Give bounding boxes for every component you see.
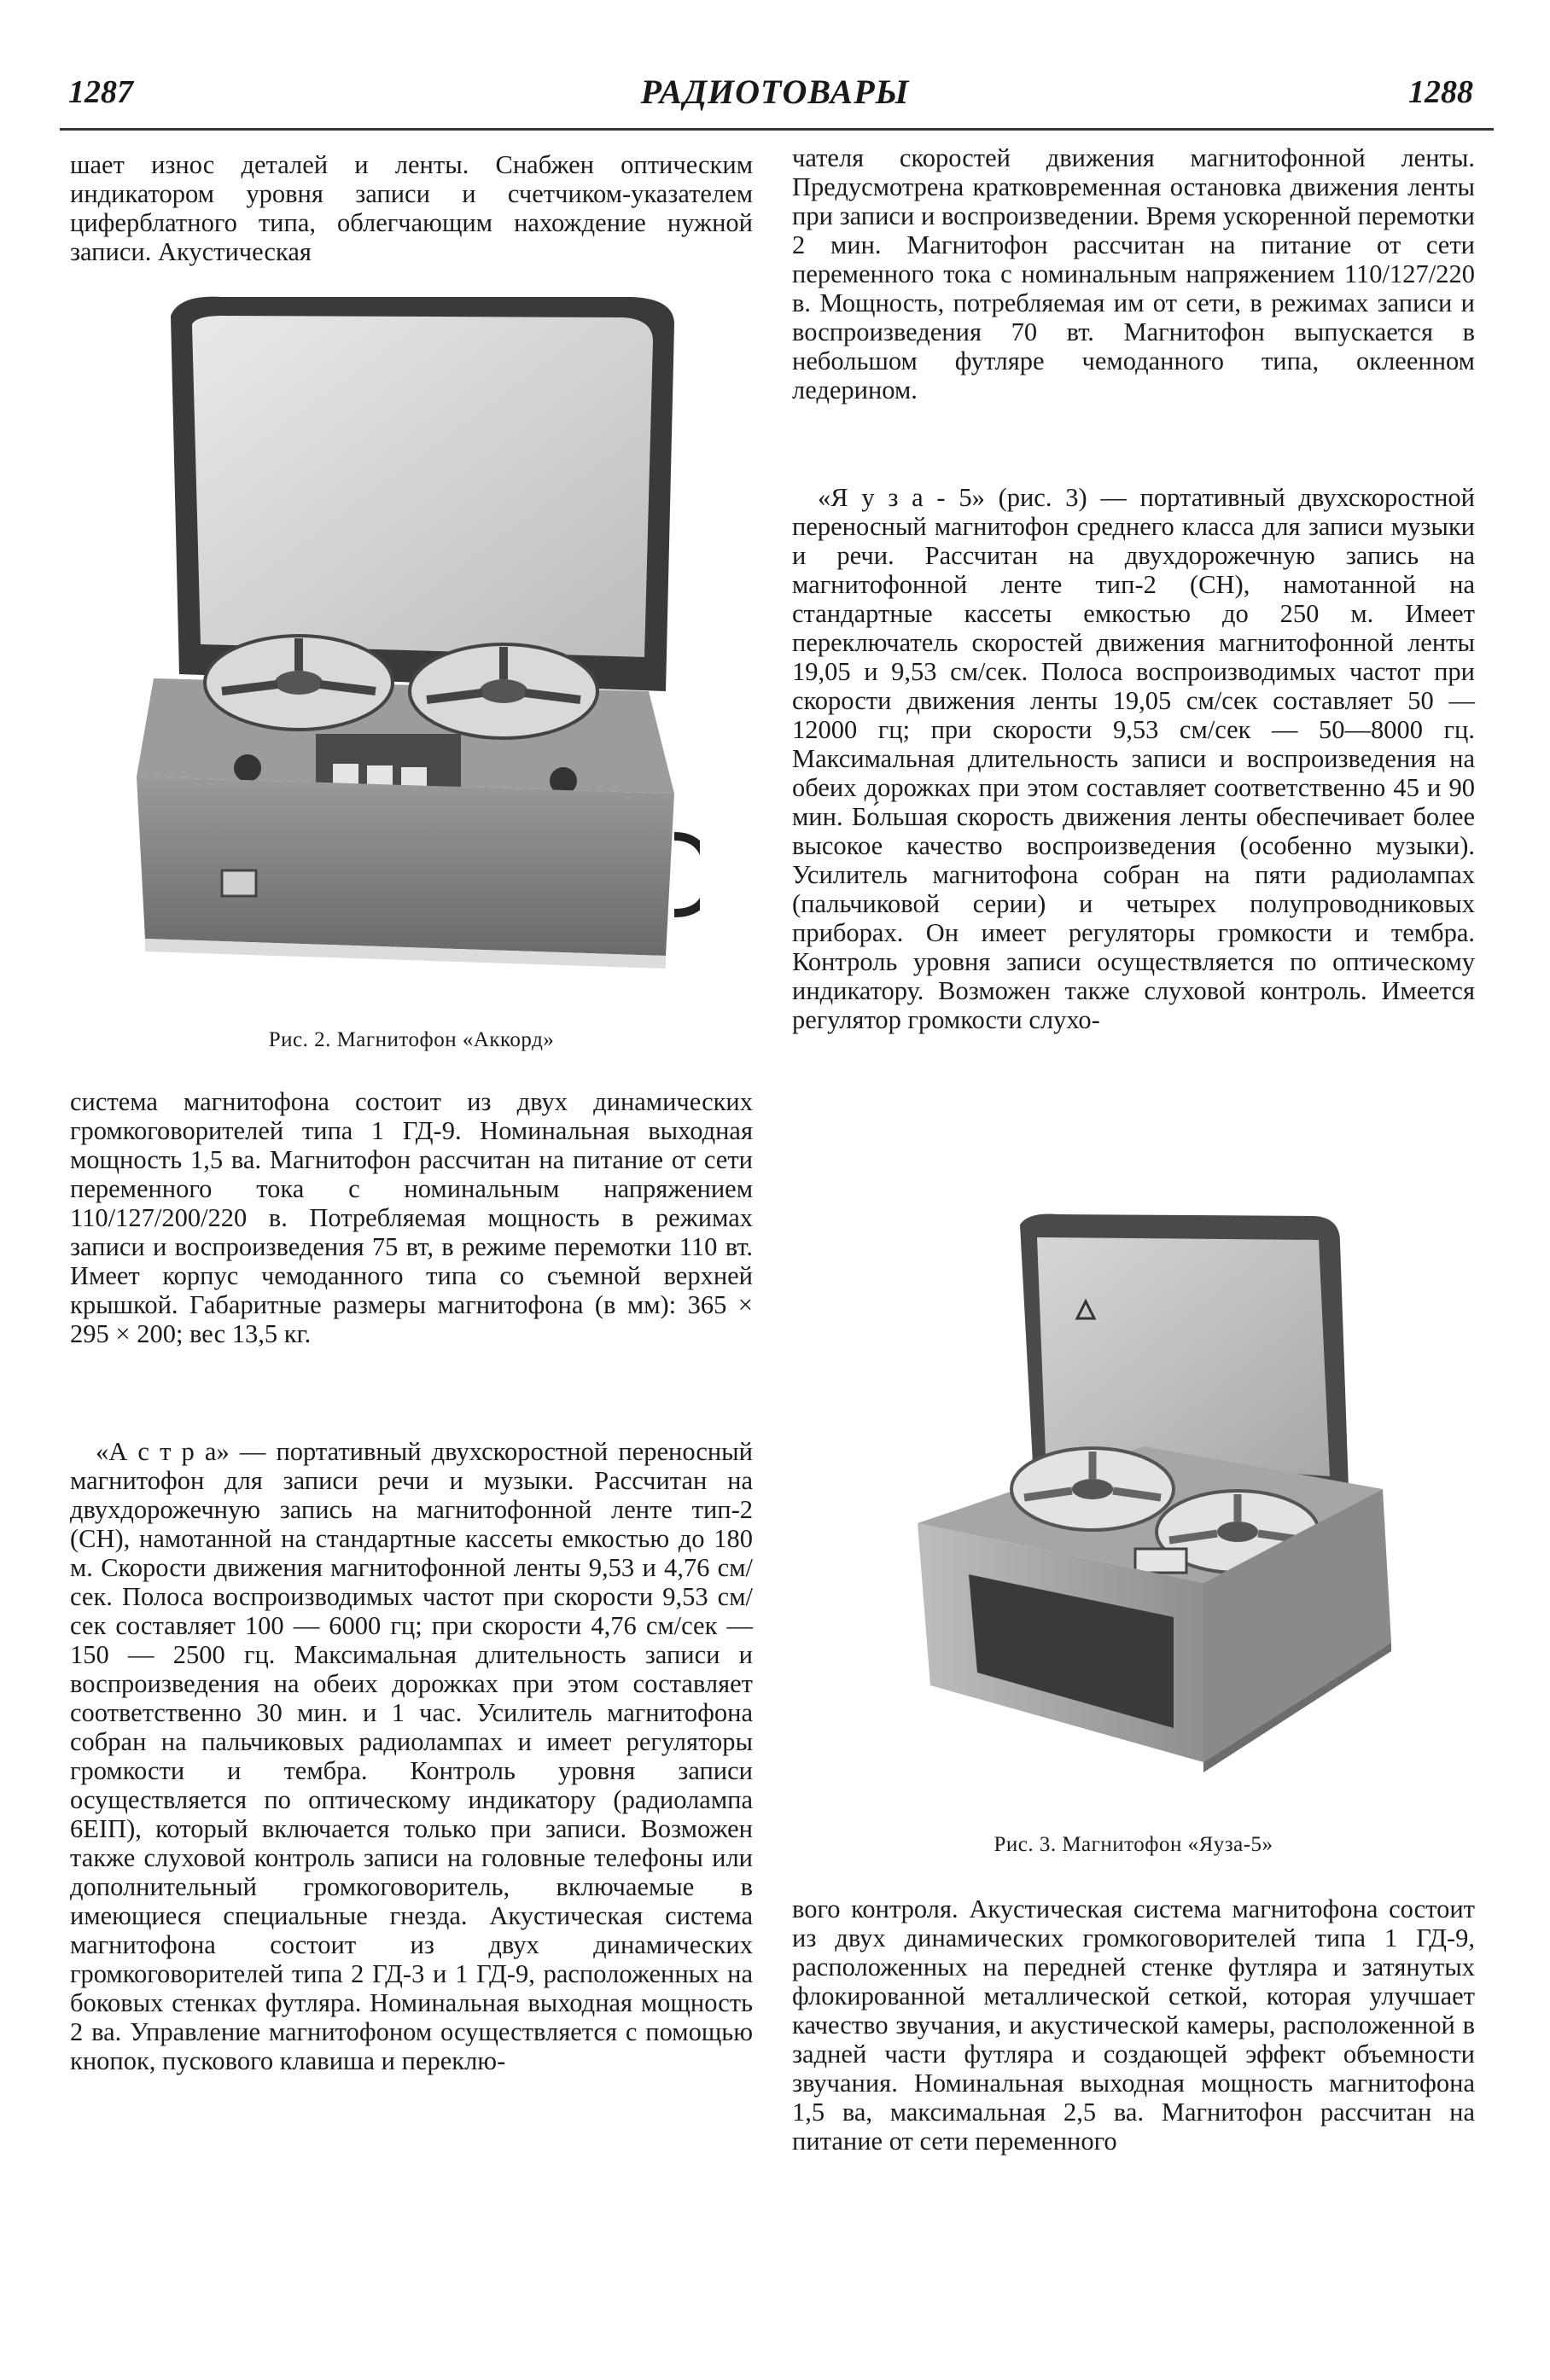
left-page-number: 1287 [68, 74, 133, 110]
right-paragraph-2: «Я у з а - 5» (рис. 3) — портативный двухскоростной переносный магнитофон среднего класса для записи музыки и речи. Рассчитан на двухдорожечную запись на магнитофонной ленте тип-2 (СН), намотанной на стандартные кассеты емкостью до 250 м. Имеет переключатель скоростей движения магнитофонной ленты 19,05 и 9,53 см/сек. Полоса воспроизводимых частот при скорости движения ленты 19,05 см/сек составляет 50 — 12000 гц; при скорости 9,53 см/сек — 50—8000 гц. Максимальная длительность записи и воспроизведения на обеих дорожках при этом составляет соответственно 45 и 90 мин. Бо́льшая скорость движения ленты обеспечивает более высокое качество воспроизведения (особенно музыки). Усилитель магнитофона собран на пяти радиолампах (пальчиковой серии) и четырех полупроводниковых приборах. Он имеет регуляторы громкости и тембра. Контроль уровня записи осуществляется по оптическому индикатору. Возможен также слуховой контроль. Имеется регулятор громкости слухо- [792, 483, 1475, 1034]
left-paragraph-3: «А с т р а» — портативный двухскоростной переносный магнитофон для записи речи и музыки. Рассчитан на двухдорожечную запись на магнитофонной ленте тип-2 (СН), намотанной на стандартные кассеты емкостью до 180 м. Скорости движения магнитофонной ленты 9,53 и 4,76 см/сек. Полоса воспроизводимых частот при скорости 9,53 см/сек составляет 100 — 6000 гц; при скорости 4,76 см/сек — 150 — 2500 гц. Максимальная длительность записи и воспроизведения на обеих дорожках при этом составляет соответственно 30 мин. и 1 час. Усилитель магнитофона собран на пальчиковых радиолампах и имеет регуляторы громкости и тембра. Контроль уровня записи осуществляется по оптическому индикатору (радиолампа 6ЕIП), который включается только при записи. Возможен также слуховой контроль записи на головные телефоны или дополнительный громкоговоритель, включаемые в имеющиеся специальные гнезда. Акустическая система магнитофона состоит из двух динамических громкоговорителей типа 2 ГД-3 и 1 ГД-9, расположенных на боковых стенках футляра. Номинальная выходная мощность 2 ва. Управление магнитофоном осуществляется с помощью кнопок, пускового клавиша и переклю- [70, 1437, 753, 2075]
figure-3-caption: Рис. 3. Магнитофон «Яуза-5» [994, 1833, 1273, 1856]
figure-2-caption: Рис. 2. Магнитофон «Аккорд» [268, 1028, 555, 1051]
right-page-number: 1288 [1408, 74, 1473, 110]
left-paragraph-1: шает износ деталей и ленты. Снабжен оптическим индикатором уровня записи и счетчиком-указателем циферблатного типа, облегчающим нахождение нужной записи. Акустическая [70, 150, 753, 266]
header-rule [60, 128, 1494, 131]
figure-yauza-image [836, 1207, 1434, 1805]
running-head-title: РАДИОТОВАРЫ [640, 73, 910, 111]
left-paragraph-2: система магнитофона состоит из двух динамических громкоговорителей типа 1 ГД-9. Номинальная выходная мощность 1,5 ва. Магнитофон рассчитан на питание от сети переменного тока с номинальным напряжением 110/127/200/220 в. Потребляемая мощность в режимах записи и воспроизведения 75 вт, в режиме перемотки 110 вт. Имеет корпус чемоданного типа со съемной верхней крышкой. Габаритные размеры магнитофона (в мм): 365 × 295 × 200; вес 13,5 кг. [70, 1087, 753, 1348]
right-paragraph-3: вого контроля. Акустическая система магнитофона состоит из двух динамических громкоговорителей типа 1 ГД-9, расположенных на передней стенке футляра и затянутых флокированной металлической сеткой, которая улучшает качество звучания, и акустической камеры, расположенной в задней части футляра и создающей эффект объемности звучания. Номинальная выходная мощность магнитофона 1,5 ва, максимальная 2,5 ва. Магнитофон рассчитан на питание от сети переменного [792, 1894, 1475, 2156]
figure-akkord-image [119, 290, 700, 1007]
right-paragraph-1: чателя скоростей движения магнитофонной ленты. Предусмотрена кратковременная остановка движения ленты при записи и воспроизведении. Время ускоренной перемотки 2 мин. Магнитофон рассчитан на питание от сети переменного тока с номинальным напряжением 110/127/220 в. Мощность, потребляемая им от сети, в режимах записи и воспроизведения 70 вт. Магнитофон выпускается в небольшом футляре чемоданного типа, оклеенном ледерином. [792, 143, 1475, 404]
